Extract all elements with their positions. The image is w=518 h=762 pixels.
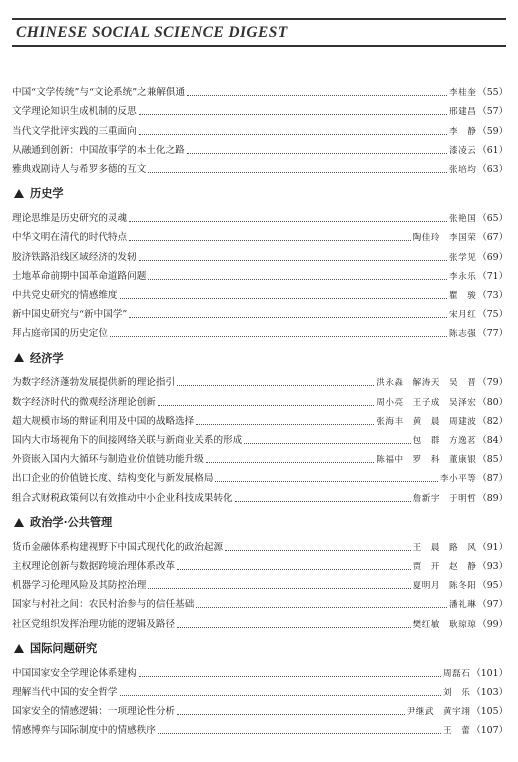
entry-page: （73） <box>477 289 508 301</box>
dot-leader <box>177 714 405 715</box>
toc-entry[interactable] <box>12 592 508 611</box>
entry-authors: 张艳国 <box>449 214 477 225</box>
entry-authors: 周小亮 王子成 吴泽宏 <box>376 397 477 408</box>
dot-leader <box>196 607 447 608</box>
dot-leader <box>158 405 374 406</box>
section-title: 经济学 <box>30 350 64 365</box>
dot-leader <box>129 221 447 222</box>
entry-authors: 陶佳玲 李国荣 <box>412 233 477 244</box>
toc-entry[interactable] <box>12 283 508 302</box>
entry-page: （82） <box>477 415 508 427</box>
section-heading <box>12 636 508 661</box>
entry-page: （75） <box>477 309 508 321</box>
entry-title: 拜占庭帝国的历史定位 <box>12 328 108 340</box>
section-heading <box>12 345 508 370</box>
entry-authors: 李小平等 <box>439 474 477 485</box>
toc-entry[interactable] <box>12 573 508 592</box>
dot-leader <box>244 443 410 444</box>
toc-entry[interactable] <box>12 661 508 680</box>
dot-leader <box>235 501 411 502</box>
dot-leader <box>177 385 374 386</box>
entry-page: （65） <box>477 213 508 225</box>
entry-title: 社区党组织发挥治理功能的逻辑及路径 <box>12 618 176 630</box>
entry-title: 当代文学批评实践的三重面向 <box>12 125 137 137</box>
triangle-icon <box>14 644 24 653</box>
entry-title: 外资嵌入国内大循环与制造业价值链功能升级 <box>12 454 204 466</box>
entry-title: 理论思维是历史研究的灵魂 <box>12 213 128 225</box>
entry-authors: 樊红敏 耿琼琼 <box>412 619 477 630</box>
dot-leader <box>139 134 447 135</box>
toc-entry[interactable] <box>12 302 508 321</box>
entry-authors: 贾 开 赵 静 <box>412 561 477 572</box>
dot-leader <box>148 588 410 589</box>
toc-entry[interactable] <box>12 447 508 466</box>
entry-title: 货币金融体系构建视野下中国式现代化的政治起源 <box>12 541 224 553</box>
entry-title: 情感博弈与国际制度中的情感秩序 <box>12 725 156 737</box>
dot-leader <box>110 336 447 337</box>
dot-leader <box>148 172 447 173</box>
dot-leader <box>225 550 411 551</box>
dot-leader <box>177 627 411 628</box>
entry-authors: 洪永淼 解涛天 吴 晋 <box>376 378 477 389</box>
entry-page: （105） <box>471 706 508 718</box>
entry-title: 国家安全的情感逻辑：一项理论性分析 <box>12 706 176 718</box>
entry-page: （63） <box>477 163 508 175</box>
entry-page: （87） <box>477 473 508 485</box>
dot-leader <box>206 462 374 463</box>
toc-entry[interactable] <box>12 611 508 630</box>
entry-authors: 周磊石 <box>443 668 471 679</box>
entry-page: （99） <box>477 618 508 630</box>
toc-entry[interactable] <box>12 409 508 428</box>
dot-leader <box>139 676 441 677</box>
entry-authors: 李桂奎 <box>449 88 477 99</box>
entry-page: （107） <box>471 725 508 737</box>
toc-entry[interactable] <box>12 485 508 504</box>
dot-leader <box>129 317 447 318</box>
section-title: 国际问题研究 <box>30 641 98 655</box>
entry-authors: 瞿 骏 <box>449 290 477 301</box>
entry-authors: 张学见 <box>449 252 477 263</box>
entry-title: 中华文明在清代的时代特点 <box>12 232 128 244</box>
toc-entry[interactable] <box>12 99 508 118</box>
entry-authors: 王 晨 路 风 <box>412 542 477 553</box>
toc-entry[interactable] <box>12 321 508 340</box>
entry-page: （71） <box>477 270 508 282</box>
toc-entry[interactable] <box>12 80 508 99</box>
entry-page: （79） <box>477 377 508 389</box>
entry-authors: 潘礼琳 <box>449 600 477 611</box>
toc-entry[interactable] <box>12 206 508 225</box>
top-rule <box>12 18 506 20</box>
toc-entry[interactable] <box>12 157 508 176</box>
section-title: 历史学 <box>30 186 64 201</box>
entry-page: （97） <box>477 599 508 611</box>
entry-title: 主权理论创新与数据跨境治理体系改革 <box>12 560 176 572</box>
entry-page: （101） <box>471 667 508 679</box>
entry-page: （59） <box>477 125 508 137</box>
dot-leader <box>120 695 442 696</box>
section-title: 政治学·公共管理 <box>30 515 113 530</box>
triangle-icon <box>14 353 24 362</box>
entry-title: 为数字经济蓬勃发展提供新的理论指引 <box>12 377 176 389</box>
entry-authors: 张培均 <box>449 164 477 175</box>
entry-page: （69） <box>477 251 508 263</box>
entry-title: 国内大市场视角下的间接网络关联与新商业关系的形成 <box>12 435 243 446</box>
entry-page: （103） <box>471 686 508 698</box>
dot-leader <box>148 279 447 280</box>
dot-leader <box>139 114 447 115</box>
toc-entry[interactable] <box>12 718 508 737</box>
entry-authors: 张海丰 黄 晨 周建波 <box>376 416 477 427</box>
entry-title: 文学理论知识生成机制的反思 <box>12 106 137 118</box>
entry-authors: 刘 乐 <box>443 687 471 698</box>
entry-authors: 邢建昌 <box>449 107 477 118</box>
dot-leader <box>187 95 447 96</box>
dot-leader <box>139 260 447 261</box>
entry-page: （57） <box>477 106 508 118</box>
triangle-icon <box>14 518 24 527</box>
table-of-contents <box>12 80 508 737</box>
entry-title: 出口企业的价值链长度、结构变化与新发展格局 <box>12 473 214 485</box>
section-heading <box>12 181 508 206</box>
entry-title: 国家与村社之间：农民村治参与的信任基础 <box>12 599 195 611</box>
entry-page: （84） <box>477 435 508 446</box>
entry-title: 中国国家安全学理论体系建构 <box>12 667 137 679</box>
toc-entry[interactable] <box>12 535 508 554</box>
section-heading <box>12 510 508 535</box>
dot-leader <box>187 153 447 154</box>
journal-title: CHINESE SOCIAL SCIENCE DIGEST <box>16 24 288 41</box>
entry-authors: 尹继武 黄宇翊 <box>406 707 471 718</box>
entry-authors: 宋月红 <box>449 310 477 321</box>
entry-title: 中国“文学传统”与“文论系统”之兼解俱通 <box>12 87 186 99</box>
dot-leader <box>158 733 441 734</box>
entry-title: 中共党史研究的情感维度 <box>12 289 118 301</box>
entry-authors: 漆凌云 <box>449 145 477 156</box>
toc-entry[interactable] <box>12 428 508 447</box>
entry-authors: 詹新宇 于明哲 <box>412 493 477 504</box>
entry-page: （85） <box>477 454 508 466</box>
entry-title: 数字经济时代的微观经济理论创新 <box>12 396 156 408</box>
header-rule <box>12 45 506 47</box>
toc-entry[interactable] <box>12 466 508 485</box>
entry-page: （77） <box>477 328 508 340</box>
toc-entry[interactable] <box>12 554 508 573</box>
toc-entry[interactable] <box>12 389 508 408</box>
dot-leader <box>196 424 374 425</box>
entry-page: （89） <box>477 492 508 504</box>
dot-leader <box>215 481 437 482</box>
dot-leader <box>120 298 447 299</box>
dot-leader <box>129 240 411 241</box>
entry-page: （95） <box>477 580 508 592</box>
entry-authors: 李永乐 <box>449 271 477 282</box>
entry-page: （93） <box>477 560 508 572</box>
entry-title: 新中国史研究与“新中国学” <box>12 309 128 321</box>
entry-authors: 王 蕾 <box>443 726 471 737</box>
dot-leader <box>177 569 411 570</box>
entry-authors: 陈志强 <box>449 329 477 340</box>
toc-entry[interactable] <box>12 370 508 389</box>
toc-entry[interactable] <box>12 244 508 263</box>
triangle-icon <box>14 189 24 198</box>
toc-entry[interactable] <box>12 680 508 699</box>
entry-title: 雅典戏剧诗人与希罗多德的互文 <box>12 163 147 175</box>
entry-title: 组合式财税政策何以有效推动中小企业科技成果转化 <box>12 492 233 504</box>
entry-page: （61） <box>477 144 508 156</box>
entry-title: 从融通到创新：中国故事学的本土化之路 <box>12 144 185 156</box>
entry-page: （55） <box>477 87 508 99</box>
entry-page: （91） <box>477 541 508 553</box>
entry-authors: 陈福中 罗 科 董康银 <box>376 455 477 466</box>
toc-entry[interactable] <box>12 225 508 244</box>
entry-page: （80） <box>477 396 508 408</box>
entry-title: 土地革命前期中国革命道路问题 <box>12 270 147 282</box>
entry-title: 机器学习伦理风险及其防控治理 <box>12 580 147 592</box>
toc-entry[interactable] <box>12 264 508 283</box>
entry-authors: 夏明月 陈冬阳 <box>412 581 477 592</box>
entry-title: 理解当代中国的安全哲学 <box>12 686 118 698</box>
entry-authors: 李 静 <box>449 126 477 137</box>
entry-title: 超大规模市场的辩证利用及中国的战略选择 <box>12 415 195 427</box>
toc-entry[interactable] <box>12 138 508 157</box>
entry-title: 胶济铁路沿线区域经济的发轫 <box>12 251 137 263</box>
toc-entry[interactable] <box>12 699 508 718</box>
toc-entry[interactable] <box>12 118 508 137</box>
entry-page: （67） <box>477 232 508 244</box>
entry-authors: 包 群 方逸茗 <box>412 436 477 446</box>
